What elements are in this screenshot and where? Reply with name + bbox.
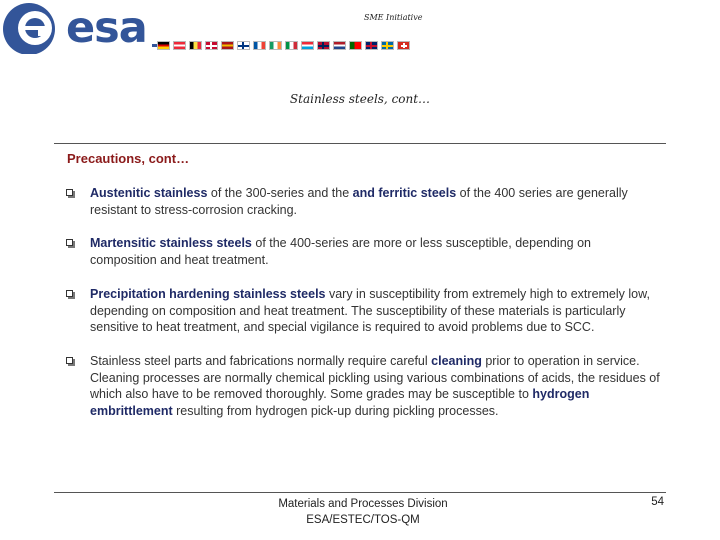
flag-netherlands-icon: [333, 41, 346, 50]
bullet-item: [66, 286, 660, 336]
flag-sweden-icon: [381, 41, 394, 50]
flag-denmark-icon: [205, 41, 218, 50]
bullet-item: [66, 235, 660, 268]
bullet-item: [66, 185, 660, 218]
flag-italy-icon: [285, 41, 298, 50]
bullet-emphasis: cleaning: [431, 353, 482, 368]
esa-logo-text: esa: [66, 3, 147, 53]
esa-logo-emblem-icon: [2, 2, 62, 54]
square-bullet-icon: [66, 290, 73, 297]
square-bullet-icon: [66, 357, 73, 364]
bullet-text: vary in susceptibility from extremely high to extremely low, depending on composition and heat treatment. The susceptibility of these materials is particularly sensitive to heat treatment, and special vigilance is required to avoid problems due to SCC.: [90, 286, 650, 335]
flag-ireland-icon: [269, 41, 282, 50]
bullet-item: [66, 353, 660, 420]
bullet-emphasis: hydrogen embrittlement: [90, 387, 590, 419]
top-divider: [54, 143, 666, 144]
flag-finland-icon: [237, 41, 250, 50]
bullet-list: [66, 185, 660, 437]
esa-logo: [2, 2, 162, 54]
section-heading: Precautions, cont…: [67, 151, 190, 166]
bullet-text: of the 300-series and the: [207, 186, 353, 200]
bullet-emphasis: Martensitic stainless steels: [90, 236, 252, 251]
bottom-divider: [54, 492, 666, 493]
flag-norway-icon: [317, 41, 330, 50]
bullet-text: resulting from hydrogen pick-up during pickling processes.: [172, 404, 499, 419]
flag-france-icon: [253, 41, 266, 50]
bullet-text: of the 400-series are more or less susceptible, depending on composition and heat treatment.: [90, 236, 591, 268]
member-flags: [157, 41, 410, 50]
flag-germany-icon: [157, 41, 170, 50]
flag-luxembourg-icon: [301, 41, 314, 50]
page-number: 54: [651, 496, 664, 508]
flag-austria-icon: [173, 41, 186, 50]
square-bullet-icon: [66, 189, 73, 196]
flag-spain-icon: [221, 41, 234, 50]
footer-credit: [230, 496, 496, 528]
bullet-emphasis: and ferritic steels: [352, 186, 457, 200]
bullet-text: prior to operation in service. Cleaning processes are normally chemical pickling using various combinations of acids, the residues of which also have to be removed thoroughly. Some grades may be susceptible to: [90, 353, 660, 402]
footer-department: ESA/ESTEC/TOS-QM: [306, 514, 420, 526]
bullet-text: Stainless steel parts and fabrications normally require careful: [90, 353, 432, 368]
initiative-label: SME Initiative: [364, 13, 423, 22]
flag-united-kingdom-icon: [365, 41, 378, 50]
flag-portugal-icon: [349, 41, 362, 50]
slide-title: Stainless steels, cont…: [289, 92, 431, 106]
bullet-text: of the 400 series are generally resistant to stress-corrosion cracking.: [90, 186, 628, 217]
flag-belgium-icon: [189, 41, 202, 50]
flag-switzerland-icon: [397, 41, 410, 50]
bullet-emphasis: Precipitation hardening stainless steels: [90, 286, 326, 301]
bullet-emphasis: Austenitic stainless: [90, 186, 208, 200]
square-bullet-icon: [66, 239, 73, 246]
footer-division: Materials and Processes Division: [278, 498, 448, 510]
